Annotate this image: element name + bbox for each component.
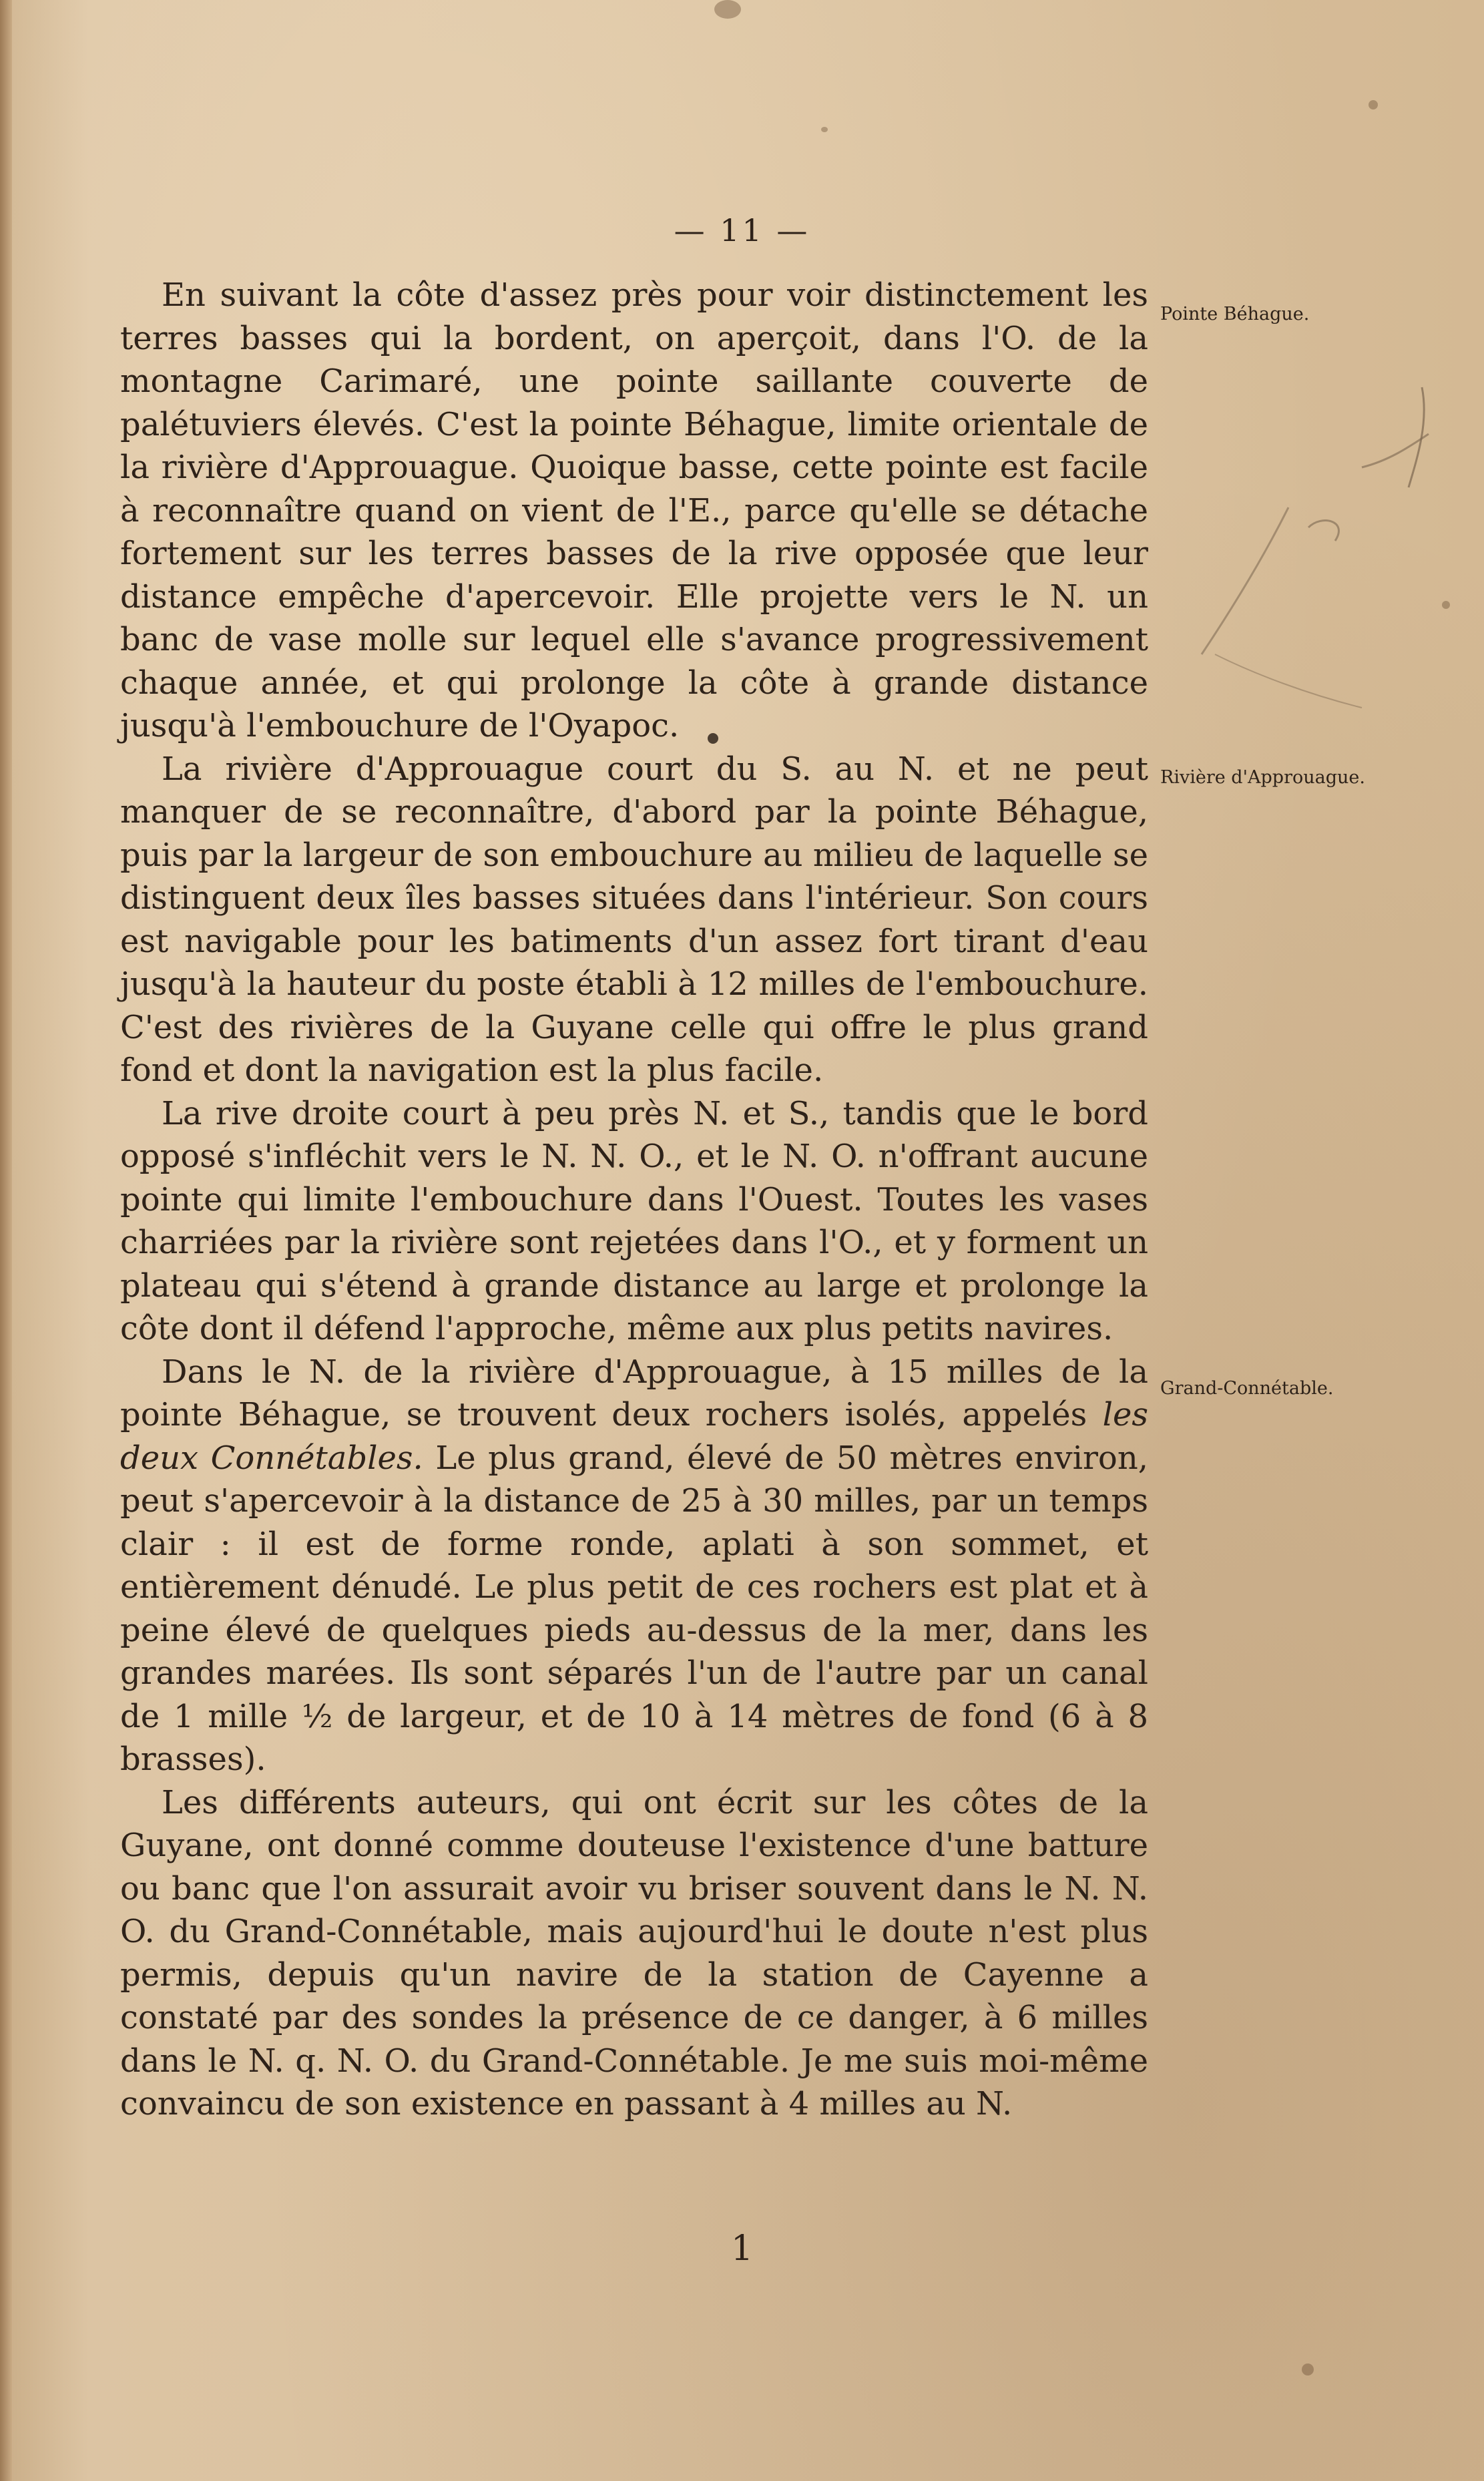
paper-speck xyxy=(1369,100,1378,109)
page-number: — 11 — xyxy=(674,212,810,248)
paper-speck xyxy=(1302,2363,1314,2376)
margin-note-grand-connetable: Grand-Connétable. xyxy=(1160,1378,1334,1399)
connetables-italic-name: les deux Connétables. xyxy=(120,1396,1148,1477)
paragraph-connetables-end: Le plus grand, élevé de 50 mètres environ, peut s'apercevoir à la distance de 25 à 30 milles, par un temps clair : il est de forme ronde, aplati à son sommet, et entièrement dénudé. Le plus petit de ces rochers est plat et à peine élevé de quelques pieds au-dessus de la mer, dans les grandes marées. Ils sont séparés l'un de l'autre par un canal de 1 mille ½ de largeur, et de 10 à 14 mètres de fond (6 à 8 brasses). xyxy=(120,1439,1149,1778)
paragraph-connetables-start: Dans le N. de la rivière d'Approuague, à 15 milles de la pointe Béhague, se trouvent deux rochers isolés, appelés xyxy=(120,1353,1148,1433)
paragraph-connetables xyxy=(120,1351,1148,1781)
paragraph-batture: Les différents auteurs, qui ont écrit sur les côtes de la Guyane, ont donné comme douteuse l'existence d'une batture ou banc que l'on assurait avoir vu briser souvent dans le N. N. O. du Grand-Connétable, mais aujourd'hui le doute n'est plus permis, depuis qu'un navire de la station de Cayenne a constaté par des sondes la présence de ce danger, à 6 milles dans le N. q. N. O. du Grand-Connétable. Je me suis moi-même convaincu de son existence en passant à 4 milles au N. xyxy=(120,1783,1148,2122)
paper-speck xyxy=(708,733,718,744)
paper-speck xyxy=(1442,601,1450,609)
body-text xyxy=(120,274,1148,2126)
signature-mark: 1 xyxy=(730,2229,754,2269)
margin-note-pointe-behague: Pointe Béhague. xyxy=(1160,304,1310,324)
paper-speck xyxy=(821,127,828,132)
page-spine-edge xyxy=(0,0,12,2481)
margin-note-riviere-approuague: Rivière d'Approuague. xyxy=(1160,767,1365,788)
paragraph-pointe-behague: En suivant la côte d'assez près pour voir distinctement les terres basses qui la bordent, on aperçoit, dans l'O. de la montagne Carimaré, une pointe saillante couverte de palétuviers élevés. C'est la pointe Béhague, limite orientale de la rivière d'Approuague. Quoique basse, cette pointe est facile à reconnaître quand on vient de l'E., parce qu'elle se détache fortement sur les terres basses de la rive opposée que leur distance empêche d'apercevoir. Elle projette vers le N. un banc de vase molle sur lequel elle s'avance progressivement chaque année, et qui prolonge la côte à grande distance jusqu'à l'embouchure de l'Oyapoc. xyxy=(120,276,1148,744)
paper-speck xyxy=(714,0,741,19)
paragraph-rive-droite: La rive droite court à peu près N. et S., tandis que le bord opposé s'infléchit vers le N. N. O., et le N. O. n'offrant aucune pointe qui limite l'embouchure dans l'Ouest. Toutes les vases charriées par la rivière sont rejetées dans l'O., et y forment un plateau qui s'étend à grande distance au large et prolonge la côte dont il défend l'approche, même aux plus petits navires. xyxy=(120,1094,1148,1347)
pencil-marginalia xyxy=(1188,361,1482,734)
paragraph-riviere-approuague: La rivière d'Approuague court du S. au N. et ne peut manquer de se reconnaître, d'abord par la pointe Béhague, puis par la largeur de son embouchure au milieu de laquelle se distinguent deux îles basses situées dans l'intérieur. Son cours est navigable pour les batiments d'un assez fort tirant d'eau jusqu'à la hauteur du poste établi à 12 milles de l'embouchure. C'est des rivières de la Guyane celle qui offre le plus grand fond et dont la navigation est la plus facile. xyxy=(120,750,1148,1089)
